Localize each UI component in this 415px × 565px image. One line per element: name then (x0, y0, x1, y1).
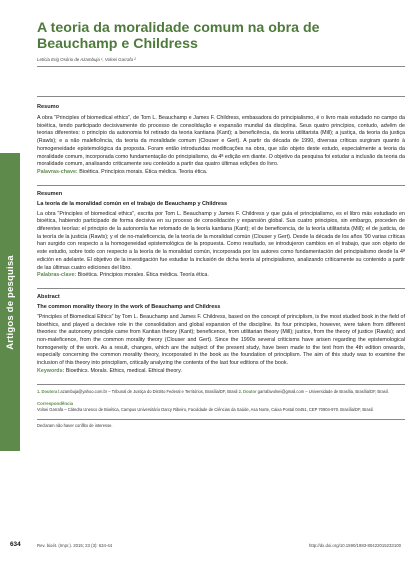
abstract-keywords-text: Bioethics. Morals. Ethics, medical. Ethical theory. (64, 367, 182, 374)
resumo-keywords-label: Palavras-chave: (37, 168, 78, 175)
resumen-title: La teoría de la moralidad común en el trabajo de Beauchamp y Childress (37, 200, 228, 207)
footnote-1-text: l.azambuja@yahoo.com.br – Tribunal de Justiça do Distrito Federal e Territórios, Brasília/DF, Brasil (57, 388, 238, 394)
resumo-keywords (37, 169, 405, 177)
correspondence-text: Volnei Garrafa – Cátedra Unesco de Bioética, Campus Universitário Darcy Ribeiro, Faculdade de Ciências da Saúde, Asa Norte, Caixa Postal 04451, CEP 70904-970. Brasília/DF, Brasil. (37, 407, 374, 413)
footnote-2-text: garrafavolnei@gmail.com – Universidade de Brasília, Brasília/DF, Brasil. (256, 388, 389, 394)
side-tab-label: Artigos de pesquisa (4, 254, 16, 350)
abstract-title: The common morality theory in the work of Beauchamp and Childress (37, 303, 221, 310)
conflict-statement: Declaram não haver conflito de interesse. (37, 422, 113, 428)
abstract-body: “Principles of Biomedical Ethics” by Tom L. Beauchamp and James F. Childress, based on the concept of principlism, is the most studied book in the field of bioethics, and played a decisive role in the consolidation and global expansion of the discipline. Its four principles, however, were taken from different theories: the autonomy principle came from Kantian theory (Kant); beneficence, from utilitarian theory (Mill); justice, from the theory of justice (Rawls); and non-maleficence, from the common morality theory (Clouser and Gert). Since the 1990s several criticisms have arisen regarding the epistemological homogeneity of the work. As a result, changes, which are the subject of the present study, have been made to the text from the 4th edition onwards, especially concerning the common morality theory, incorporated in the book as the foundation of principlism. The aim of this study was to examine the inclusion of this theory into principlism, critically analyzing the contents of the last four editions of the book. (37, 313, 405, 367)
resumen-keywords-text: Bioética. Principios morales. Ética médica. Teoría ética. (76, 272, 209, 279)
resumen-body: La obra “Principles of biomedical ethics”, escrita por Tom L. Beauchamp y James F. Childress y que guía el principialismo, es el libro más estudiado en bioética, habiendo participado de forma decisiva en su proceso de consolidación y expansión global. Sus cuatro principios, sin embargo, proceden de diferentes teorías: el principio de la autonomía fue retomado de la teoría kantiana (Kant); el de beneficencia, de la teoría utilitarista (Mill); el de justicia, de la teoría de la justicia (Rawls); y el de no-maleficencia, de la teoría de la moralidad común (Clouser y Gert). Desde la década de los años ’90 varias críticas han surgido con respecto a la homogeneidad epistemológica de la propuesta. Como resultado, se introdujeron cambios en el trabajo, que son objeto de este estudio, sobre todo con respecto a la teoría de la moralidad común, incorporada por los autores como fundamentación del principialismo desde la 4ª edición en adelante. El objetivo de la investigación fue estudiar la inclusión de dicha teoría al principialismo, analizando críticamente su contenido a partir de las últimas cuatro ediciones del libro. (37, 210, 405, 271)
resumen-heading: Resumen (37, 190, 63, 197)
abstract-keywords (37, 368, 405, 376)
resumo-heading: Resumo (37, 104, 60, 110)
author-footnote (37, 389, 405, 395)
footnote-1-label: 1. Doutora (37, 388, 58, 394)
doi-link[interactable]: http://dx.doi.org/10.1590/1983-80422015233100 (309, 543, 401, 548)
resumo-keywords-text: Bioética. Princípios morais. Ética médica. Teoria ética. (77, 168, 208, 175)
page-footer (0, 539, 415, 555)
article-title: A teoria da moralidade comum na obra de Beauchamp e Childress (37, 20, 320, 52)
side-section-tab (0, 153, 20, 451)
article-content (37, 20, 405, 428)
resumen-keywords-label: Palabras-clave: (37, 272, 77, 279)
page-number: 634 (10, 541, 21, 548)
authors-line: Letícia Erig Osório de Azambuja ¹, Volnei Garrafa ² (37, 57, 136, 62)
footnote-2-label: 2. Doutor (237, 388, 257, 394)
abstract-heading: Abstract (37, 293, 60, 300)
abstract-keywords-label: Keywords: (37, 367, 65, 374)
correspondence-heading: Correspondência (37, 401, 74, 407)
resumo-body: A obra “Principles of biomedical ethics”, de Tom L. Beauchamp e James F. Childress, embasadora do principialismo, é o livro mais estudado no campo da bioética, tendo participado decisivamente do processo de consolidação e expansão mundial da disciplina. Seus quatro princípios, contudo, advêm de teorias diferentes: o princípio da autonomia foi retirado da teoria kantiana (Kant); a beneficência, da teoria utilitarista (Mill); a justiça, da teoria da justiça (Rawls); e a não maleficência, da teoria da moralidade comum (Clouser e Gert). A partir da década de 1990, diversas críticas surgiram quanto à homogeneidade epistemológica da proposta. Foram então introduzidas modificações na obra, que são objeto deste estudo, especialmente a teoria da moralidade comum, incorporada como fundamentação do principialismo, da 4ª edição em diante. O objetivo da pesquisa foi estudar a inclusão da teoria da moralidade comum, analisando criticamente seu conteúdo a partir das quatro últimas edições do livro. (37, 115, 405, 168)
resumen-keywords (37, 272, 405, 280)
journal-citation: Rev. bioét. (Impr.). 2015; 23 (3): 634-44 (37, 543, 113, 548)
